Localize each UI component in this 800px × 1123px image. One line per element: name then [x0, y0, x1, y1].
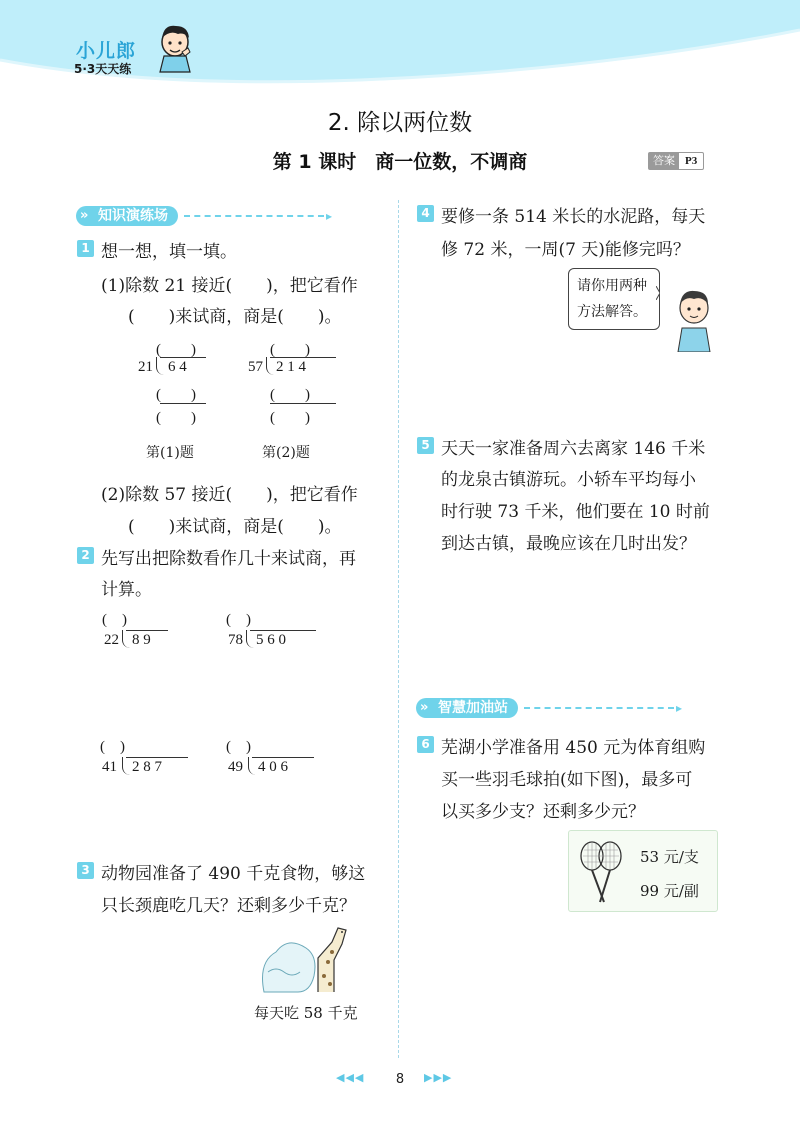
- section-title: 2. 除以两位数: [327, 110, 473, 136]
- giraffe-illustration-icon: [258, 922, 358, 994]
- work-bracket: ( ): [270, 387, 310, 403]
- q2-line2: 计算。: [101, 580, 152, 600]
- quotient-bracket: ( ): [226, 612, 251, 628]
- q3-line1: 动物园准备了 490 千克食物，够这: [101, 864, 366, 884]
- work-underline: [270, 403, 336, 404]
- question-number: 3: [77, 862, 94, 879]
- badminton-rackets-icon: [574, 838, 632, 906]
- answer-label: 答案: [649, 153, 679, 169]
- division-bar: [160, 357, 206, 358]
- q4-line1: 要修一条 514 米长的水泥路，每天: [441, 207, 706, 227]
- banner-practice-label: 知识演练场: [98, 208, 168, 224]
- fig2-caption: 第(2)题: [262, 445, 310, 461]
- divisor: 21: [138, 359, 153, 375]
- fig1-caption: 第(1)题: [146, 445, 194, 461]
- question-number: 4: [417, 205, 434, 222]
- q3-caption: 每天吃 58 千克: [254, 1004, 358, 1022]
- brand-logo: [74, 36, 194, 96]
- q5-line1: 天天一家准备周六去离家 146 千米: [441, 439, 706, 459]
- quotient-bracket: ( ): [270, 342, 310, 358]
- lesson-title: 第 1 课时 商一位数，不调商: [272, 151, 528, 173]
- dividend: 2 8 7: [132, 759, 162, 775]
- chevron-right-icon: ▸: [676, 701, 683, 715]
- divisor: 57: [248, 359, 263, 375]
- q6-line2: 买一些羽毛球拍(如下图)，最多可: [441, 770, 693, 790]
- q6-line3: 以买多少支？还剩多少元？: [441, 802, 645, 822]
- divisor: 41: [102, 759, 117, 775]
- long-division-q2b: [226, 608, 326, 658]
- division-bar: [252, 757, 314, 758]
- student-boy-icon: [672, 286, 716, 352]
- brand-series: 5·3天天练: [74, 62, 132, 76]
- q2-line1: 先写出把除数看作几十来试商，再: [101, 549, 356, 569]
- long-division-fig2: [248, 338, 348, 428]
- brand-name: 小儿郎: [76, 40, 137, 62]
- mascot-boy-icon: [156, 22, 194, 74]
- division-hook: [248, 757, 256, 775]
- q6-line1: 芜湖小学准备用 450 元为体育组购: [441, 738, 706, 758]
- quotient-bracket: ( ): [226, 739, 251, 755]
- dash-line: [184, 215, 324, 217]
- banner-practice: [76, 205, 332, 227]
- divisor: 78: [228, 632, 243, 648]
- double-arrow-icon: »: [80, 208, 89, 223]
- long-division-q2c: [100, 735, 200, 785]
- question-number: 2: [77, 547, 94, 564]
- chevron-right-icon: ▸: [326, 209, 333, 223]
- answer-tag: [648, 152, 704, 170]
- dividend: 8 9: [132, 632, 151, 648]
- division-bar: [270, 357, 336, 358]
- quotient-bracket: ( ): [156, 342, 196, 358]
- q4-line2: 修 72 米，一周(7 天)能修完吗？: [441, 240, 690, 260]
- q1-part1-line2: ( )来试商，商是( )。: [128, 307, 342, 327]
- quotient-bracket: ( ): [102, 612, 127, 628]
- dividend: 6 4: [168, 359, 187, 375]
- banner-wisdom-label: 智慧加油站: [438, 700, 508, 716]
- price-per-pair: 99 元/副: [640, 882, 699, 900]
- dash-line: [524, 707, 674, 709]
- long-division-fig1: [138, 338, 218, 428]
- q5-line4: 到达古镇，最晚应该在几时出发？: [441, 534, 696, 554]
- answer-page: P3: [685, 155, 698, 167]
- division-bar: [250, 630, 316, 631]
- divisor: 49: [228, 759, 243, 775]
- division-hook: [266, 357, 274, 375]
- speech-bubble: [568, 268, 660, 330]
- work-underline: [160, 403, 206, 404]
- division-hook: [122, 630, 130, 648]
- q1-title: 想一想，填一填。: [101, 242, 237, 262]
- dividend: 2 1 4: [276, 359, 306, 375]
- division-bar: [126, 757, 188, 758]
- banner-wisdom-pill: [416, 698, 518, 718]
- question-number: 6: [417, 736, 434, 753]
- question-number: 1: [77, 240, 94, 257]
- q5-line3: 时行驶 73 千米，他们要在 10 时前: [441, 502, 710, 522]
- nav-next-icon[interactable]: ▶▶▶: [424, 1071, 453, 1084]
- banner-practice-pill: [76, 206, 178, 226]
- question-number: 5: [417, 437, 434, 454]
- price-per-racket: 53 元/支: [640, 848, 699, 866]
- speech-line2: 方法解答。: [577, 304, 647, 320]
- dividend: 5 6 0: [256, 632, 286, 648]
- q3-line2: 只长颈鹿吃几天？还剩多少千克？: [101, 896, 356, 916]
- division-hook: [156, 357, 164, 375]
- q1-part1-line1: (1)除数 21 接近( )，把它看作: [101, 276, 358, 296]
- nav-previous-icon[interactable]: ◀◀◀: [336, 1071, 365, 1084]
- double-arrow-icon: »: [420, 700, 429, 715]
- dividend: 4 0 6: [258, 759, 288, 775]
- division-hook: [246, 630, 254, 648]
- work-bracket: ( ): [156, 410, 196, 426]
- page-number: 8: [395, 1072, 405, 1087]
- work-bracket: ( ): [270, 410, 310, 426]
- speech-line1: 请你用两种: [577, 278, 647, 294]
- column-divider: [398, 200, 399, 1058]
- work-bracket: ( ): [156, 387, 196, 403]
- quotient-bracket: ( ): [100, 739, 125, 755]
- divisor: 22: [104, 632, 119, 648]
- division-bar: [126, 630, 168, 631]
- division-hook: [122, 757, 130, 775]
- speech-tail: [656, 286, 660, 300]
- long-division-q2a: [102, 608, 182, 658]
- q1-part2-line2: ( )来试商，商是( )。: [128, 517, 342, 537]
- q1-part2-line1: (2)除数 57 接近( )，把它看作: [101, 485, 358, 505]
- long-division-q2d: [226, 735, 326, 785]
- banner-wisdom: [416, 697, 682, 719]
- q5-line2: 的龙泉古镇游玩。小轿车平均每小: [441, 470, 696, 490]
